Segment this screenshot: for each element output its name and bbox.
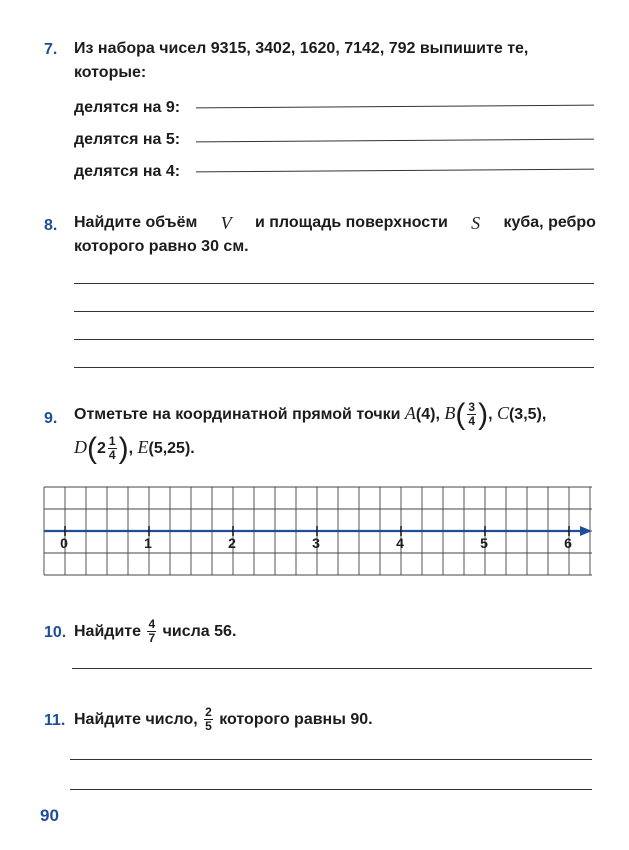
answer-line[interactable] xyxy=(74,339,594,340)
task-10-number: 10. xyxy=(44,624,67,641)
tick-label: 1 xyxy=(144,535,152,551)
task-11-fraction xyxy=(204,706,213,733)
task-7-item-label: делятся на 5: xyxy=(74,131,181,148)
point-e-value: (5,25). xyxy=(148,440,195,457)
task-9-text xyxy=(74,398,604,464)
fraction-numerator: 2 xyxy=(205,705,212,720)
fraction-numerator: 4 xyxy=(148,617,156,632)
answer-line[interactable] xyxy=(196,169,594,173)
tick-label: 0 xyxy=(60,535,68,551)
point-d-fraction xyxy=(108,435,117,462)
variable-s: S xyxy=(471,213,481,233)
task-7-item-label: делятся на 9: xyxy=(74,99,181,116)
point-e-label: E xyxy=(137,437,149,457)
task-9-line-2: D(2 $\frac{1}{4}$ ), E(5,25). xyxy=(74,431,195,465)
task-8-line-1 xyxy=(74,211,596,235)
task-10-text xyxy=(74,616,236,648)
tick-label: 3 xyxy=(312,535,320,551)
fraction-denominator: 4 xyxy=(468,414,476,429)
tick-label: 2 xyxy=(228,535,236,551)
point-c-label: C xyxy=(496,403,509,423)
answer-line[interactable] xyxy=(72,668,592,669)
task-8-text-c: куба, ребро xyxy=(503,214,596,231)
fraction-denominator: 5 xyxy=(205,719,212,734)
variable-v: V xyxy=(220,213,232,233)
task-10-text-b: числа 56. xyxy=(162,623,237,640)
task-7-line-2: которые: xyxy=(74,64,147,81)
task-9-line-1: Отметьте на координатной прямой точки A(4), B( $\frac{3}{4}$ ), C(3,5), xyxy=(74,397,547,431)
paren-open: ( xyxy=(87,431,97,465)
tick-label: 4 xyxy=(396,535,404,551)
task-8-line-2: которого равно 30 см. xyxy=(74,238,249,255)
task-8-text-b: и площадь поверхности xyxy=(254,214,448,231)
number-line-grid[interactable] xyxy=(40,486,596,578)
axis-tick-labels xyxy=(60,535,572,551)
task-8-number: 8. xyxy=(44,217,58,234)
tick-label: 6 xyxy=(564,535,572,551)
task-9-instruction: Отметьте на координатной прямой точки xyxy=(74,406,401,423)
task-10-text-a: Найдите xyxy=(74,623,142,640)
task-11-text xyxy=(74,704,373,736)
point-c-value: (3,5), xyxy=(508,406,547,423)
paren-close: ) xyxy=(118,431,129,465)
point-b-fraction xyxy=(467,401,476,428)
fraction-denominator: 4 xyxy=(108,448,116,463)
page-number: 90 xyxy=(40,806,59,825)
answer-line[interactable] xyxy=(74,283,594,284)
point-a-value: (4), xyxy=(415,406,440,423)
answer-line[interactable] xyxy=(70,789,592,790)
paren-open: ( xyxy=(455,397,466,431)
tick-label: 5 xyxy=(480,535,488,551)
task-10-fraction xyxy=(147,618,156,645)
task-11-text-b: которого равны 90. xyxy=(219,711,373,728)
answer-line[interactable] xyxy=(70,759,592,760)
task-7-text xyxy=(74,37,594,85)
fraction-numerator: 1 xyxy=(108,434,116,449)
task-8-text-a: Найдите объём xyxy=(74,214,198,231)
answer-line[interactable] xyxy=(196,139,594,143)
answer-line[interactable] xyxy=(196,105,594,109)
task-8-text xyxy=(74,211,598,259)
task-9-number: 9. xyxy=(44,410,58,427)
fraction-denominator: 7 xyxy=(148,631,156,646)
task-11-number: 11. xyxy=(44,712,66,729)
point-d-label: D xyxy=(74,437,87,457)
task-7-line-1: Из набора чисел 9315, 3402, 1620, 7142, 792 выпишите те, xyxy=(74,40,529,57)
task-7-number: 7. xyxy=(44,41,58,58)
point-a-label: A xyxy=(404,403,416,423)
point-d-whole: 2 xyxy=(97,440,106,457)
task-11-text-a: Найдите число, xyxy=(74,711,198,728)
answer-line[interactable] xyxy=(74,367,594,368)
paren-close: ) xyxy=(478,397,489,431)
task-7-item-label: делятся на 4: xyxy=(74,163,181,180)
answer-line[interactable] xyxy=(74,311,594,312)
point-b-label: B xyxy=(444,403,456,423)
fraction-numerator: 3 xyxy=(468,400,476,415)
